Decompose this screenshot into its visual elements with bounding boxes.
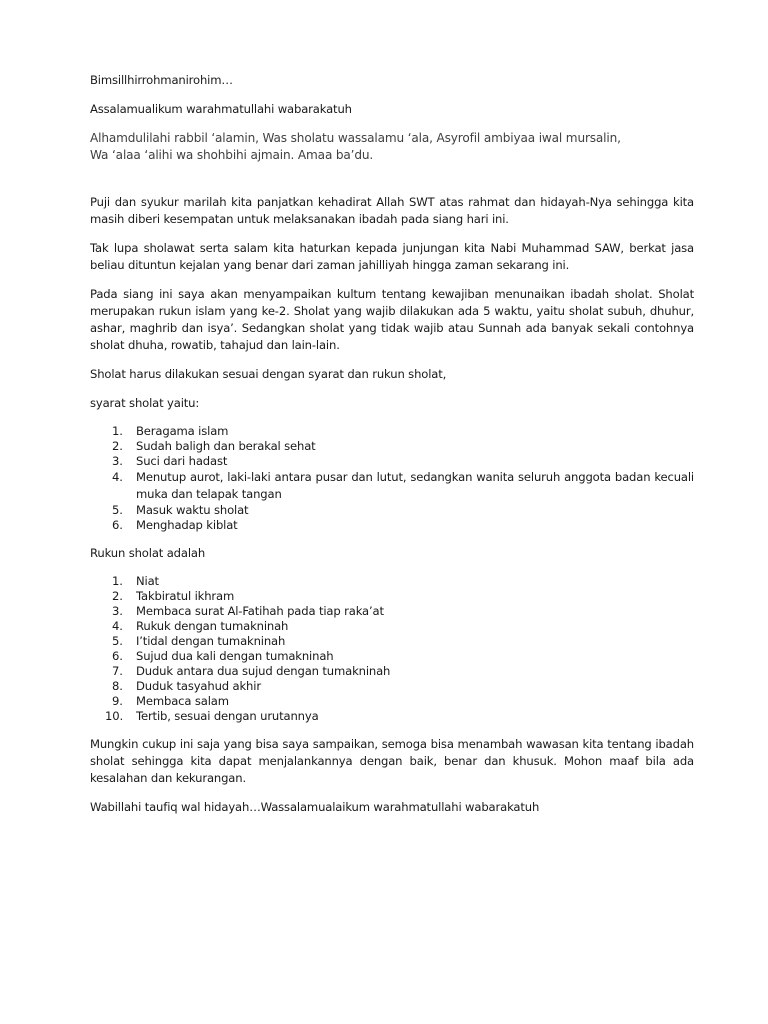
syarat-heading: syarat sholat yaitu: — [90, 396, 200, 410]
list-number: 4. — [112, 470, 123, 484]
list-number: 5. — [112, 634, 123, 648]
list-number: 1. — [112, 424, 123, 438]
kultum-paragraph: Pada siang ini saya akan menyampaikan kultum tentang kewajiban menunaikan ibadah sholat. Sholat merupakan rukun islam yang ke-2. Sholat yang wajib dilakukan ada 5 waktu, yaitu sholat subuh, dhuhur, ashar, maghrib dan isya’. Sedangkan sholat yang tidak wajib atau Sunnah ada banyak sekali contohnya sholat dhuha, rowatib, tahajud dan lain-lain. — [90, 287, 694, 352]
list-text: Membaca surat Al-Fatihah pada tiap raka’at — [136, 604, 384, 618]
list-item — [90, 574, 694, 589]
list-number: 6. — [112, 649, 123, 663]
bismillah-line: Bimsillhirrohmanirohim… — [90, 73, 233, 87]
list-item — [90, 619, 694, 634]
list-text: Rukuk dengan tumakninah — [136, 619, 289, 633]
list-text: Menghadap kiblat — [136, 518, 238, 532]
list-item — [90, 709, 694, 724]
document-page — [90, 72, 694, 828]
list-item — [90, 589, 694, 604]
syukur-paragraph: Puji dan syukur marilah kita panjatkan kehadirat Allah SWT atas rahmat dan hidayah-Nya sehingga kita masih diberi kesempatan untuk melaksanakan ibadah pada siang hari ini. — [90, 195, 694, 226]
list-text: Sujud dua kali dengan tumakninah — [136, 649, 334, 663]
list-text: Membaca salam — [136, 694, 229, 708]
list-text: Niat — [136, 574, 159, 588]
list-item — [90, 439, 694, 454]
list-item — [90, 649, 694, 664]
sholawat-paragraph: Tak lupa sholawat serta salam kita haturkan kepada junjungan kita Nabi Muhammad SAW, berkat jasa beliau dituntun kejalan yang benar dari zaman jahilliyah hingga zaman sekarang ini. — [90, 241, 694, 272]
list-text: Menutup aurot, laki-laki antara pusar dan lutut, sedangkan wanita seluruh anggota badan kecuali muka dan telapak tangan — [136, 470, 694, 501]
hamdalah-line-2: Wa ‘alaa ‘alihi wa shohbihi ajmain. Amaa ba’du. — [90, 148, 374, 162]
list-item — [90, 503, 694, 518]
list-item — [90, 469, 694, 503]
syarat-list — [90, 424, 694, 533]
list-item — [90, 454, 694, 469]
closing-line: Wabillahi taufiq wal hidayah…Wassalamualaikum warahmatullahi wabarakatuh — [90, 800, 540, 814]
list-item — [90, 424, 694, 439]
list-item — [90, 694, 694, 709]
list-text: Tertib, sesuai dengan urutannya — [136, 709, 319, 723]
list-number: 6. — [112, 518, 123, 532]
rukun-heading: Rukun sholat adalah — [90, 546, 206, 560]
list-text: Beragama islam — [136, 424, 229, 438]
list-text: Masuk waktu sholat — [136, 503, 249, 517]
list-text: Duduk tasyahud akhir — [136, 679, 261, 693]
rukun-list — [90, 574, 694, 724]
penutup-paragraph: Mungkin cukup ini saja yang bisa saya sampaikan, semoga bisa menambah wawasan kita tentang ibadah sholat sehingga kita dapat menjalankannya dengan baik, benar dan khusuk. Mohon maaf bila ada kesalahan dan kekurangan. — [90, 737, 694, 785]
list-number: 8. — [112, 679, 123, 693]
list-number: 10. — [105, 709, 123, 723]
list-text: Takbiratul ikhram — [136, 589, 235, 603]
hamdalah-line-1: Alhamdulilahi rabbil ‘alamin, Was sholatu wassalamu ‘ala, Asyrofil ambiyaa iwal mursalin, — [90, 131, 621, 145]
list-number: 5. — [112, 503, 123, 517]
list-item — [90, 634, 694, 649]
list-number: 7. — [112, 664, 123, 678]
list-number: 9. — [112, 694, 123, 708]
list-text: Suci dari hadast — [136, 454, 228, 468]
list-number: 4. — [112, 619, 123, 633]
hamdalah-paragraph — [90, 130, 694, 164]
list-number: 1. — [112, 574, 123, 588]
list-item — [90, 664, 694, 679]
list-item — [90, 604, 694, 619]
syarat-rukun-paragraph: Sholat harus dilakukan sesuai dengan syarat dan rukun sholat, — [90, 367, 447, 381]
list-item — [90, 679, 694, 694]
list-text: Duduk antara dua sujud dengan tumakninah — [136, 664, 391, 678]
salam-line: Assalamualikum warahmatullahi wabarakatuh — [90, 102, 352, 116]
list-text: I’tidal dengan tumakninah — [136, 634, 286, 648]
list-number: 3. — [112, 454, 123, 468]
list-item — [90, 518, 694, 533]
list-number: 3. — [112, 604, 123, 618]
list-number: 2. — [112, 439, 123, 453]
list-number: 2. — [112, 589, 123, 603]
list-text: Sudah baligh dan berakal sehat — [136, 439, 316, 453]
